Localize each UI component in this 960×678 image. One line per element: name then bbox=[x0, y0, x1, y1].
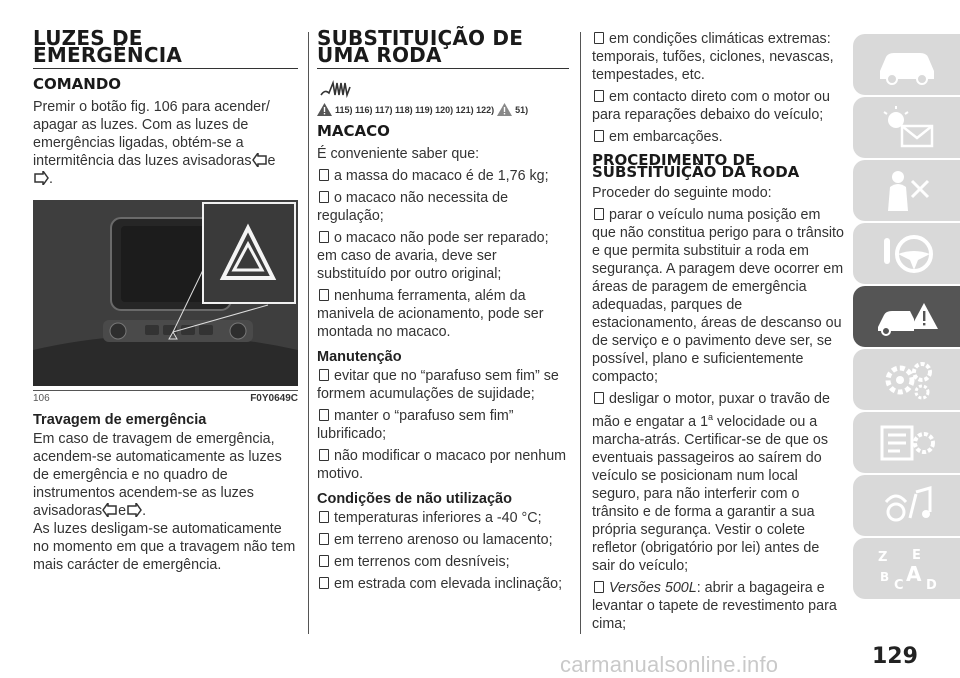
list-item: em contacto direto com o motor ou para reparações debaixo do veículo; bbox=[592, 89, 830, 123]
turn-signal-left-icon bbox=[252, 153, 268, 167]
list-item: manter o “parafuso sem fim” lubrificado; bbox=[317, 408, 514, 442]
subheading-maintenance: Manutenção bbox=[317, 349, 402, 365]
heading-hazard-lights: LUZES DE EMERGÊNCIA bbox=[33, 30, 298, 69]
subheading-emergency-braking: Travagem de emergência bbox=[33, 412, 207, 428]
column-divider bbox=[308, 32, 309, 634]
chapter-tabs bbox=[853, 34, 960, 601]
subheading-jack: MACACO bbox=[317, 122, 390, 140]
column-2 bbox=[317, 26, 569, 597]
subheading-control: COMANDO bbox=[33, 75, 122, 93]
column-1 bbox=[33, 26, 298, 574]
column-3 bbox=[592, 30, 845, 637]
svg-text:C: C bbox=[893, 577, 904, 593]
list-item: evitar que no “parafuso sem fim” se formem acumulações de sujidade; bbox=[317, 368, 559, 402]
figure-code: F0Y0649C bbox=[250, 393, 298, 404]
list-item: Versões 500L: abrir a bagageira e levantar o tapete de revestimento para cima; bbox=[592, 579, 837, 632]
svg-text:A: A bbox=[905, 561, 921, 586]
dashboard-illustration bbox=[33, 200, 298, 386]
warning-triangle-icon bbox=[317, 103, 332, 116]
list-item: parar o veículo numa posição em que não constitua perigo para o trânsito e que permita substituir a roda em segurança. A paragem deve ocorrer em áreas de paragem de emergência adequadas, parques de estacionamento, áreas de descanso ou de serviço e o pavimento deve ser, se possível, plano e suficientemente compacto; bbox=[592, 207, 844, 385]
checkbox-bullet-icon bbox=[319, 577, 329, 589]
emergency-icon bbox=[872, 293, 942, 341]
list-item: em terreno arenoso ou lamacento; bbox=[317, 531, 569, 549]
list-item: temperaturas inferiores a -40 °C; bbox=[317, 509, 569, 527]
subheading-wheel-change-procedure: PROCEDIMENTO DE SUBSTITUIÇÃO DA RODA bbox=[592, 151, 800, 181]
turn-signal-left-icon bbox=[102, 503, 118, 517]
braking-paragraph: Em caso de travagem de emergência, acendem-se automaticamente as luzes de emergência e no quadro de instrumentos acendem-se as luzes avisadoras e . bbox=[33, 431, 282, 519]
checkbox-bullet-icon bbox=[594, 130, 604, 142]
list-item: o macaco não pode ser reparado; em caso de avaria, deve ser substituído por outro original; bbox=[317, 230, 549, 282]
checkbox-bullet-icon bbox=[319, 511, 329, 523]
checkbox-bullet-icon bbox=[594, 392, 604, 404]
svg-text:B: B bbox=[879, 569, 889, 584]
list-item: em embarcações. bbox=[592, 128, 845, 146]
checkbox-bullet-icon bbox=[319, 231, 329, 243]
checkbox-bullet-icon bbox=[319, 533, 329, 545]
checkbox-bullet-icon bbox=[319, 409, 329, 421]
svg-text:Z: Z bbox=[877, 549, 887, 565]
tab-warning-lights[interactable] bbox=[853, 97, 960, 158]
list-item: em estrada com elevada inclinação; bbox=[317, 575, 569, 593]
turn-signal-right-icon bbox=[126, 503, 142, 517]
list-item: desligar o motor, puxar o travão de mão e engatar a 1$^a$ velocidade ou a marcha-atrás. Certificar-se de que os eventuais passageiros ao saírem do veículo se posicionam num local seguro, para não interferir com o trânsito e de forma a garantir a sua própria segurança. Vestir o colete refletor (obrigatório por lei) antes de sair do veículo; bbox=[592, 391, 830, 574]
safety-icon bbox=[872, 167, 942, 215]
list-item: em condições climáticas extremas: temporais, tufões, ciclones, nevascas, tempestades, etc. bbox=[592, 31, 834, 83]
tab-multimedia[interactable] bbox=[853, 475, 960, 536]
intro-paragraph: Premir o botão fig. 106 para acender/ apagar as luzes. Com as luzes de emergências ligadas, obtém-se a intermitência das luzes avisadoras e . bbox=[33, 99, 276, 187]
checkbox-bullet-icon bbox=[319, 369, 329, 381]
procedure-intro: Proceder do seguinte modo: bbox=[592, 185, 772, 201]
car-icon bbox=[872, 41, 942, 89]
figure-caption bbox=[33, 390, 298, 404]
page-number: 129 bbox=[872, 644, 918, 669]
tab-emergency[interactable] bbox=[853, 286, 960, 347]
list-item: a massa do macaco é de 1,76 kg; bbox=[317, 167, 569, 185]
checkbox-bullet-icon bbox=[319, 169, 329, 181]
list-item: não modificar o macaco por nenhum motivo. bbox=[317, 448, 567, 482]
svg-text:E: E bbox=[911, 547, 921, 563]
checkbox-bullet-icon bbox=[594, 32, 604, 44]
figure-number: 106 bbox=[33, 393, 50, 404]
checkbox-bullet-icon bbox=[319, 555, 329, 567]
column-divider bbox=[580, 32, 581, 634]
tab-index[interactable] bbox=[853, 538, 960, 599]
checkbox-bullet-icon bbox=[319, 289, 329, 301]
heading-wheel-change: SUBSTITUIÇÃO DE UMA RODA bbox=[317, 30, 569, 69]
svg-text:D: D bbox=[925, 577, 937, 593]
figure-hazard-button bbox=[33, 200, 298, 386]
steering-wheel-icon bbox=[872, 230, 942, 278]
checkbox-bullet-icon bbox=[319, 191, 329, 203]
tab-maintenance[interactable] bbox=[853, 349, 960, 410]
list-item: em terrenos com desníveis; bbox=[317, 553, 569, 571]
warning-references: 115) 116) 117) 118) 119) 120) 121) 122) 51) bbox=[317, 103, 569, 116]
checkbox-bullet-icon bbox=[594, 90, 604, 102]
list-item: nenhuma ferramenta, além da manivela de acionamento, pode ser montada no macaco. bbox=[317, 288, 544, 340]
maintenance-icon bbox=[872, 356, 942, 404]
technical-data-icon bbox=[872, 419, 942, 467]
jack-intro: É conveniente saber que: bbox=[317, 146, 480, 162]
caution-triangle-icon bbox=[497, 103, 512, 116]
tab-car[interactable] bbox=[853, 34, 960, 95]
tab-technical-data[interactable] bbox=[853, 412, 960, 473]
index-icon bbox=[872, 545, 942, 593]
tab-driving[interactable] bbox=[853, 223, 960, 284]
checkbox-bullet-icon bbox=[594, 208, 604, 220]
tab-safety[interactable] bbox=[853, 160, 960, 221]
subheading-non-use-conditions: Condições de não utilização bbox=[317, 491, 512, 507]
checkbox-bullet-icon bbox=[594, 581, 604, 593]
multimedia-icon bbox=[872, 482, 942, 530]
watermark: carmanualsonline.info bbox=[560, 652, 779, 677]
list-item: o macaco não necessita de regulação; bbox=[317, 190, 509, 224]
checkbox-bullet-icon bbox=[319, 449, 329, 461]
turn-signal-right-icon bbox=[33, 171, 49, 185]
jack-tool-icon bbox=[319, 77, 353, 99]
lights-off-paragraph: As luzes desligam-se automaticamente no momento em que a travagem não tem mais carácter de emergência. bbox=[33, 521, 296, 573]
warning-lights-icon bbox=[872, 104, 942, 152]
